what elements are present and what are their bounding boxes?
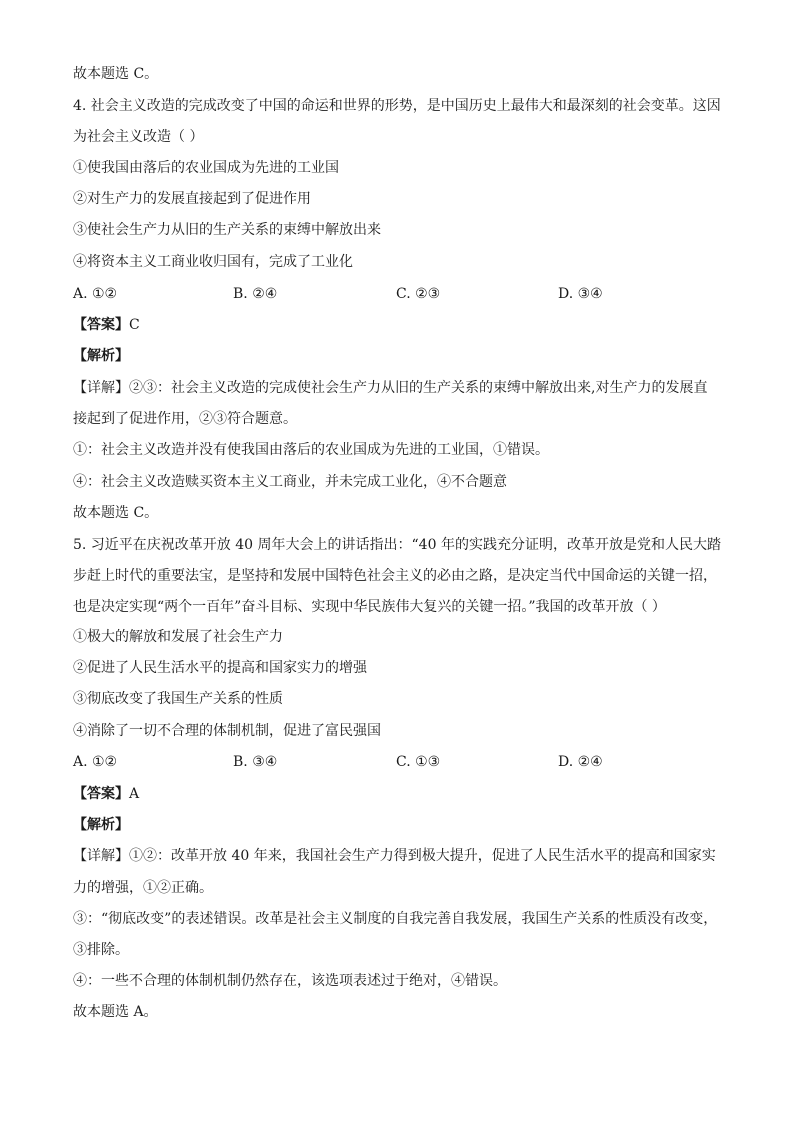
q4-answer bbox=[73, 315, 723, 335]
q4-detail-1: 【详解】②③：社会主义改造的完成使社会生产力从旧的生产关系的束缚中解放出来,对生产力的发展直 bbox=[73, 380, 708, 396]
answer-tag: 【答案】 bbox=[73, 317, 129, 333]
answer-value: A bbox=[129, 786, 140, 802]
q4-detail-4: ④：社会主义改造赎买资本主义工商业，并未完成工业化，④不合题意 bbox=[73, 474, 507, 490]
q5-statement-3: ③彻底改变了我国生产关系的性质 bbox=[73, 691, 283, 707]
q4-stem-line-2: 为社会主义改造（ ） bbox=[73, 129, 204, 145]
q4-statement-2: ②对生产力的发展直接起到了促进作用 bbox=[73, 191, 311, 207]
answer-value: C bbox=[129, 317, 140, 333]
q4-stem-line-1: 4. 社会主义改造的完成改变了中国的命运和世界的形势，是中国历史上最伟大和最深刻的社会变革。这因 bbox=[73, 98, 721, 114]
q4-detail-3: ①：社会主义改造并没有使我国由落后的农业国成为先进的工业国，①错误。 bbox=[73, 442, 549, 458]
q5-detail-1: 【详解】①②：改革开放 40 年来，我国社会生产力得到极大提升，促进了人民生活水平的提高和国家实 bbox=[73, 848, 716, 864]
q5-analysis-heading: 【解析】 bbox=[73, 817, 129, 833]
q5-statement-4: ④消除了一切不合理的体制机制，促进了富民强国 bbox=[73, 723, 381, 739]
q4-option-b: B. ②④ bbox=[233, 286, 278, 302]
q5-detail-3: ③：“彻底改变”的表述错误。改革是社会主义制度的自我完善自我发展，我国生产关系的性质没有改变， bbox=[73, 911, 718, 927]
q5-detail-4: ③排除。 bbox=[73, 942, 129, 958]
q4-detail-2: 接起到了促进作用，②③符合题意。 bbox=[73, 411, 297, 427]
prev-conclusion: 故本题选 C。 bbox=[73, 66, 159, 82]
q4-options bbox=[73, 284, 723, 304]
q5-stem-line-2: 步赶上时代的重要法宝，是坚持和发展中国特色社会主义的必由之路，是决定当代中国命运的关键一招， bbox=[73, 568, 717, 584]
q5-stem-line-1: 5. 习近平在庆祝改革开放 40 周年大会上的讲话指出：“40 年的实践充分证明，改革开放是党和人民大踏 bbox=[73, 537, 721, 553]
q5-statement-1: ①极大的解放和发展了社会生产力 bbox=[73, 629, 283, 645]
q5-option-c: C. ①③ bbox=[396, 754, 441, 770]
q4-statement-3: ③使社会生产力从旧的生产关系的束缚中解放出来 bbox=[73, 222, 381, 238]
q4-option-a: A. ①② bbox=[73, 286, 118, 302]
q5-statement-2: ②促进了人民生活水平的提高和国家实力的增强 bbox=[73, 660, 367, 676]
q5-detail-2: 力的增强，①②正确。 bbox=[73, 880, 213, 896]
q5-answer bbox=[73, 784, 723, 804]
q5-stem-line-3: 也是决定实现“两个一百年”奋斗目标、实现中华民族伟大复兴的关键一招。”我国的改革开放（ ） bbox=[73, 599, 666, 615]
q5-option-b: B. ③④ bbox=[233, 754, 278, 770]
q4-conclusion: 故本题选 C。 bbox=[73, 505, 159, 521]
q5-options bbox=[73, 752, 723, 772]
q4-analysis-heading: 【解析】 bbox=[73, 348, 129, 364]
q5-option-d: D. ②④ bbox=[558, 754, 603, 770]
q4-statement-1: ①使我国由落后的农业国成为先进的工业国 bbox=[73, 160, 339, 176]
q4-option-c: C. ②③ bbox=[396, 286, 441, 302]
q5-conclusion: 故本题选 A。 bbox=[73, 1004, 158, 1020]
q5-option-a: A. ①② bbox=[73, 754, 118, 770]
q4-statement-4: ④将资本主义工商业收归国有，完成了工业化 bbox=[73, 254, 353, 270]
answer-tag: 【答案】 bbox=[73, 786, 129, 802]
q4-option-d: D. ③④ bbox=[558, 286, 603, 302]
q5-detail-5: ④：一些不合理的体制机制仍然存在，该选项表述过于绝对，④错误。 bbox=[73, 973, 507, 989]
